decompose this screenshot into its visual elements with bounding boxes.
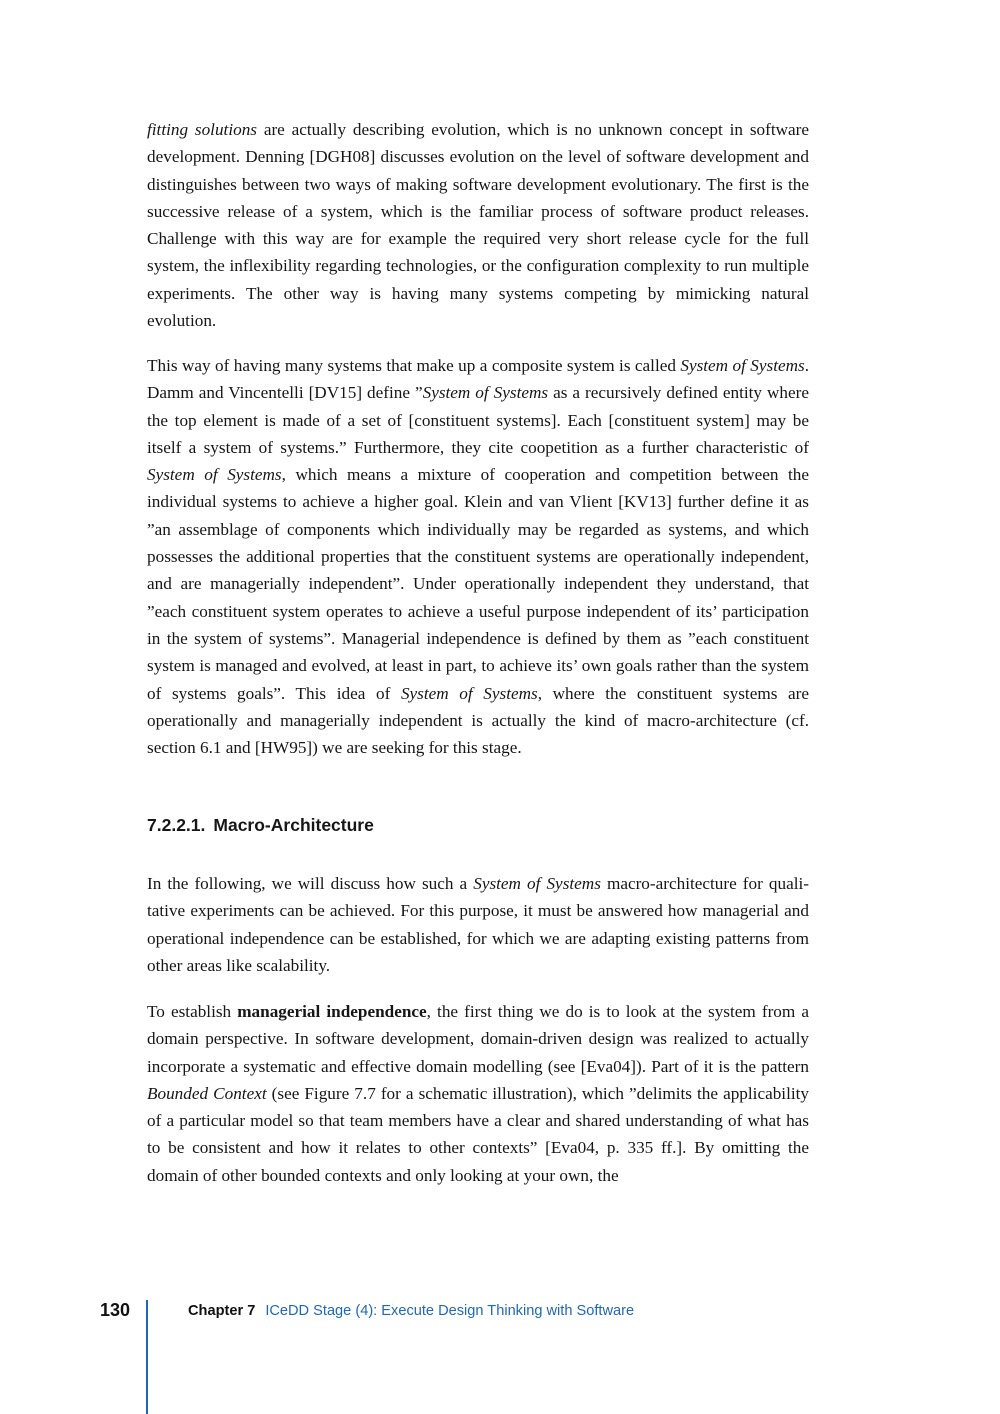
text-run: , where the constituent systems are operationally and managerially independent is actually the kind of macro-architecture (cf. section 6.1 and [HW95]) we are seeking for this stage. bbox=[147, 683, 809, 758]
page-number: 130 bbox=[99, 1300, 130, 1320]
text-run: This way of having many systems that make up a composite system is called bbox=[147, 356, 681, 375]
chapter-label: Chapter 7 bbox=[188, 1303, 256, 1319]
paragraph-macro-architecture-intro bbox=[147, 870, 809, 979]
italic-term: System of Systems bbox=[422, 383, 549, 403]
paragraph-evolution bbox=[147, 116, 809, 334]
italic-term: fitting solutions bbox=[147, 120, 257, 139]
italic-term: Bounded Context bbox=[147, 1083, 267, 1103]
footer-divider bbox=[146, 1300, 148, 1414]
chapter-title: ICeDD Stage (4): Execute Design Thinking with Software bbox=[265, 1303, 635, 1319]
text-run: To establish bbox=[147, 1002, 238, 1021]
text-run: as a recursively defined entity where the top element is made of a set of [constituent systems]. Each [constituent system] may be itself a system of systems.” Furthermore, they cite coopetition as a further characteristic of bbox=[147, 383, 809, 457]
text-run: macro-architecture for quali-tative experiments can be achieved. For this purpose, it must be answered how managerial and operational independence can be established, for which we are adapting existing patterns from other areas like scalability. bbox=[147, 874, 809, 975]
italic-term: System of Systems bbox=[680, 356, 805, 375]
section-title: Macro-Architecture bbox=[213, 815, 374, 835]
bold-term: managerial independence bbox=[237, 1002, 427, 1021]
text-run: are actually describing evolution, which is no unknown concept in software development. Denning [DGH08] discusses evolution on the level of software development and distinguishes between two ways of making software development evolutionary. The first is the successive release of a system, which is the familiar process of software product releases. Challenge with this way are for example the required very short release cycle for the full system, the inflexibility regarding technologies, or the configuration complexity to run multiple experiments. The other way is having many systems competing by mimicking natural evolution. bbox=[147, 120, 809, 331]
text-run: . Damm and Vincentelli [DV15] define ” bbox=[147, 356, 809, 403]
paragraph-system-of-systems bbox=[147, 352, 809, 761]
text-run: , the first thing we do is to look at the system from a domain perspective. In software development, domain-driven design was realized to actually incorporate a systematic and effective domain modelling (see [Eva04]). Part of it is the pattern bbox=[147, 1002, 809, 1076]
section-number: 7.2.2.1. bbox=[147, 815, 206, 835]
italic-term: System of Systems bbox=[147, 465, 282, 485]
italic-term: System of Systems bbox=[400, 683, 538, 703]
paragraph-managerial-independence bbox=[147, 998, 809, 1189]
section-heading bbox=[147, 812, 374, 838]
text-run: , which means a mixture of cooperation and competition between the individual systems to achieve a higher goal. Klein and van Vlient [KV13] further define it as ”an assemblage of components which individually may be regarded as systems, and which possesses the additional properties that the constituent systems are operationally independent, and are managerially independent”. Under operationally independent they understand, that ”each constituent system operates to achieve a useful purpose independent of its’ participation in the system of systems”. Managerial independence is defined by them as ”each constituent system is managed and evolved, at least in part, to achieve its’ own goals rather than the system of systems goals”. This idea of bbox=[147, 465, 809, 703]
italic-term: System of Systems bbox=[473, 874, 601, 893]
text-run: In the following, we will discuss how such a bbox=[147, 874, 474, 893]
text-run: (see Figure 7.7 for a schematic illustration), which ”delimits the applicability of a particular model so that team members have a clear and shared understanding of what has to be consistent and how it relates to other contexts” [Eva04, p. 335 ff.]. By omitting the domain of other bounded contexts and only looking at your own, the bbox=[147, 1083, 809, 1185]
running-footer bbox=[188, 1300, 634, 1322]
